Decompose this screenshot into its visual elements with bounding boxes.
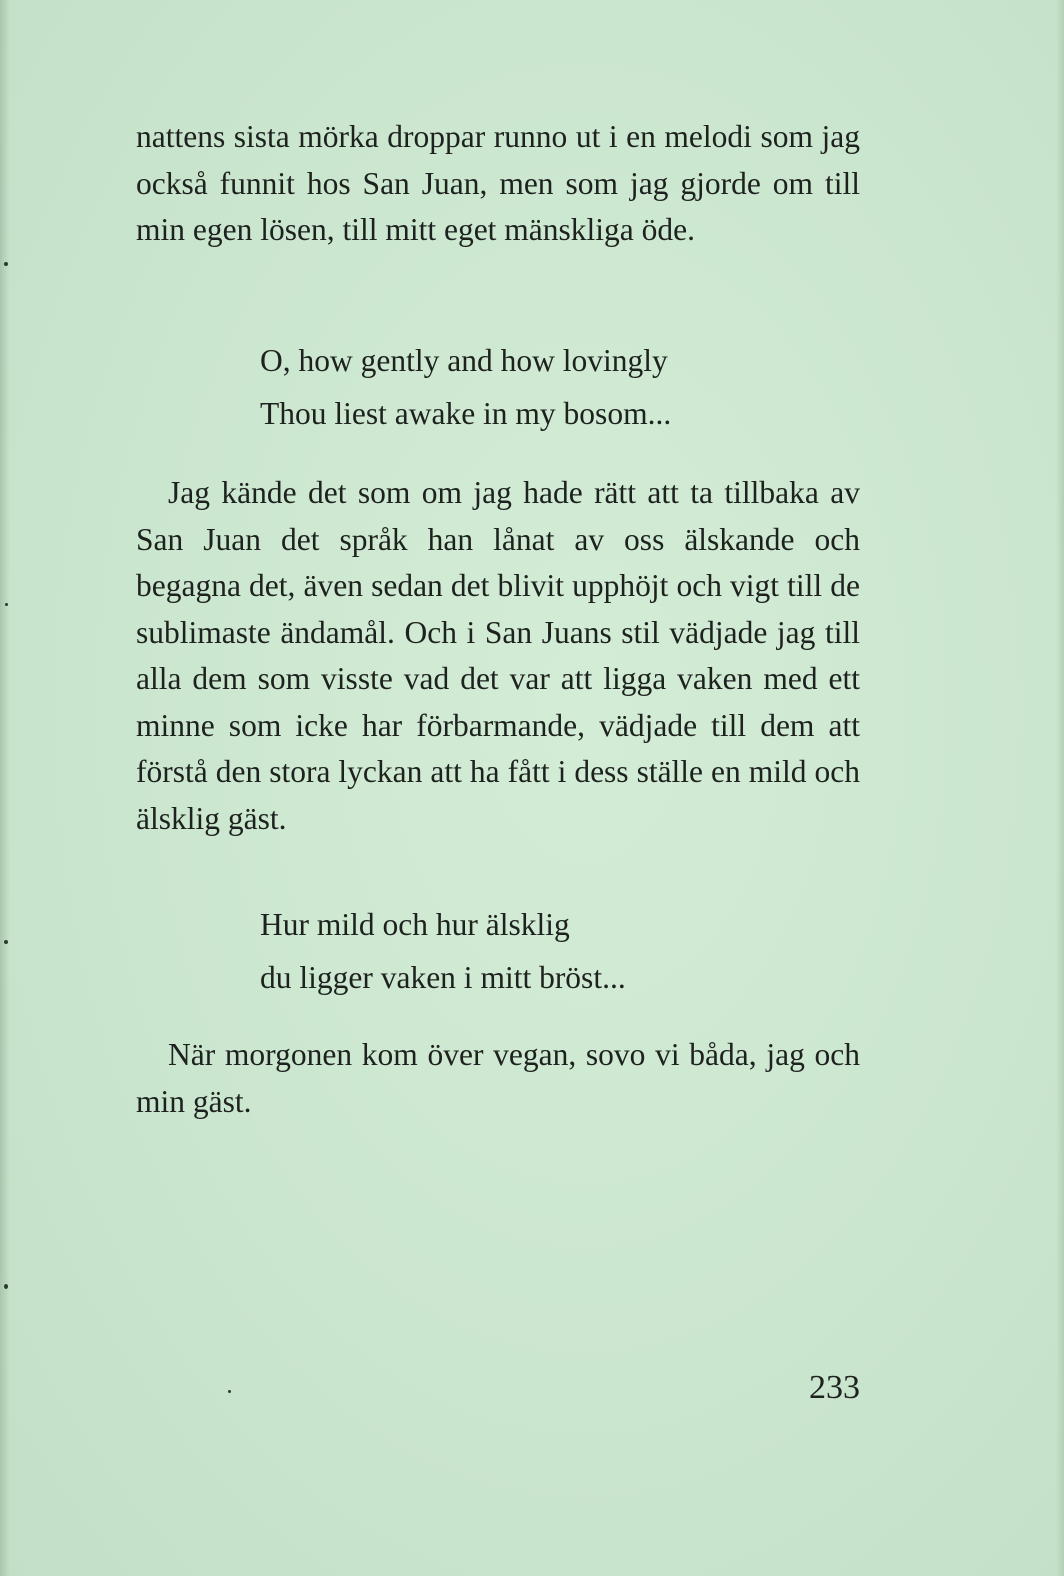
page-edge-shadow (1056, 0, 1064, 1576)
poem-english-line-1: O, how gently and how lovingly (260, 343, 668, 378)
paragraph-1: nattens sista mörka droppar runno ut i en melodi som jag också funnit hos San Juan, men som jag gjorde om till min egen lösen, till mitt eget mänskliga öde. (136, 119, 860, 247)
poem-english (260, 334, 820, 440)
page-number: 233 (809, 1369, 860, 1406)
page-gutter-shadow (0, 0, 10, 1576)
poem-english-line-2: Thou liest awake in my bosom... (260, 396, 672, 431)
paragraph-3: När morgonen kom över vegan, sovo vi båda, jag och min gäst. (136, 1037, 860, 1119)
poem-swedish (260, 898, 820, 1004)
poem-swedish-line-2: du ligger vaken i mitt bröst... (260, 960, 626, 995)
paragraph-2: Jag kände det som om jag hade rätt att ta tillbaka av San Juan det språk han lånat av oss älskande och begagna det, även sedan det blivit upphöjt och vigt till de sublimaste ändamål. Och i San Juans stil vädjade jag till alla dem som visste vad det var att ligga vaken med ett minne som icke har förbarmande, vädjade till dem att förstå den stora lyckan att ha fått i dess ställe en mild och älsklig gäst. (136, 475, 860, 836)
poem-swedish-line-1: Hur mild och hur älsklig (260, 907, 570, 942)
